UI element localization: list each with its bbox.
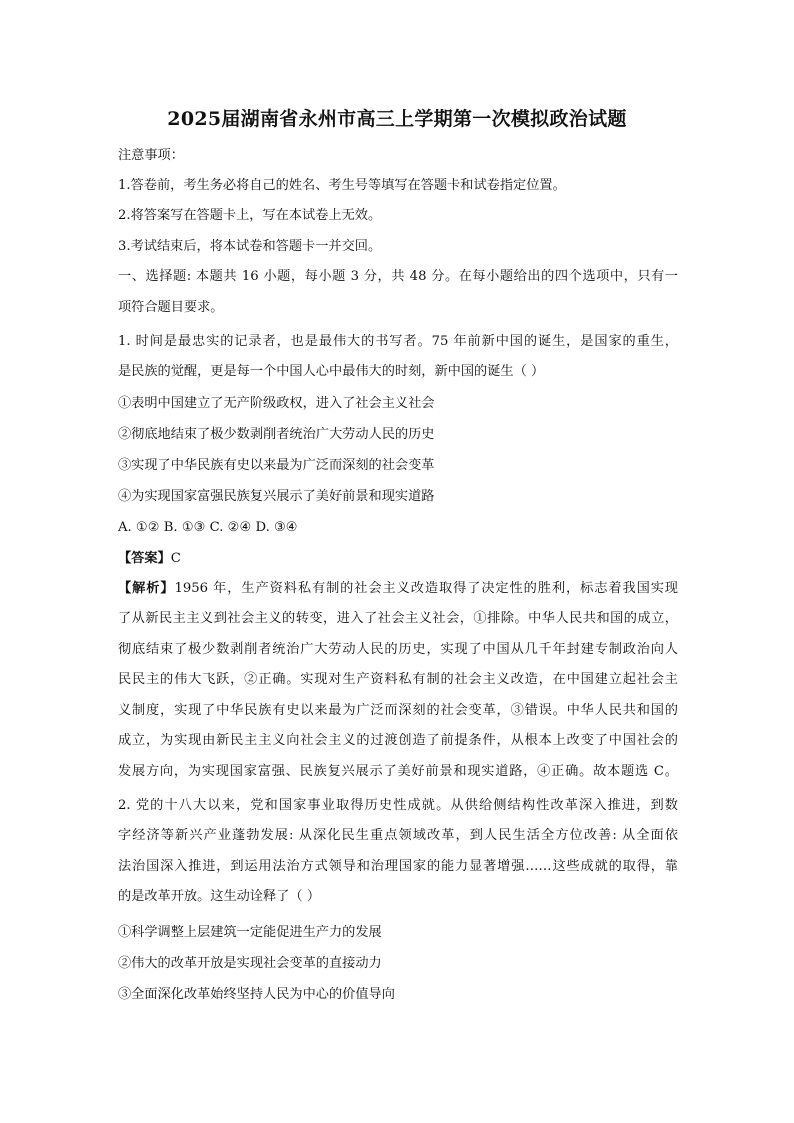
question-2-option-3: ③全面深化改革始终坚持人民为中心的价值导向 xyxy=(118,987,395,1002)
analysis-text: 1956 年，生产资料私有制的社会主义改造取得了决定性的胜利，标志着我国实现 xyxy=(174,581,678,596)
question-1-stem-line-1: 1. 时间是最忠实的记录者，也是最伟大的书写者。75 年前新中国的诞生，是国家的重生， xyxy=(118,334,678,349)
analysis-line-7: 发展方向，为实现国家富强、民族复兴展示了美好前景和现实道路，④正确。故本题选 C。 xyxy=(118,764,678,779)
analysis-line-1 xyxy=(118,579,678,599)
question-1-option-2: ②彻底地结束了极少数剥削者统治广大劳动人民的历史 xyxy=(118,427,435,442)
question-2-option-1: ①科学调整上层建筑一定能促进生产力的发展 xyxy=(118,925,382,940)
answer-value: C xyxy=(170,551,181,566)
analysis-line-2: 了从新民主主义到社会主义的转变，进入了社会主义社会，①排除。中华人民共和国的成立， xyxy=(118,611,678,626)
analysis-line-4: 民民主的伟大飞跃，②正确。实现对生产资料私有制的社会主义改造，在中国建立起社会主 xyxy=(118,672,678,687)
question-2-option-2: ②伟大的改革开放是实现社会变革的直接动力 xyxy=(118,956,382,971)
question-1-answer xyxy=(118,549,678,569)
question-1-choices: A. ①② B. ①③ C. ②④ D. ③④ xyxy=(118,520,298,535)
exam-title: 2025届湖南省永州市高三上学期第一次模拟政治试题 xyxy=(167,108,627,130)
notice-item-3: 3.考试结束后，将本试卷和答题卡一并交回。 xyxy=(118,239,382,254)
analysis-line-6: 成立，为实现由新民主主义向社会主义的过渡创造了前提条件，从根本上改变了中国社会的 xyxy=(118,733,678,748)
question-1-stem-line-2: 是民族的觉醒，更是每一个中国人心中最伟大的时刻，新中国的诞生（ ） xyxy=(118,364,545,379)
question-2-stem-line-3: 法治国深入推进，到运用法治方式领导和治理国家的能力显著增强……这些成就的取得，靠 xyxy=(118,859,678,874)
section-instructions-line-2: 项符合题目要求。 xyxy=(118,300,224,315)
question-1-option-1: ①表明中国建立了无产阶级政权，进入了社会主义社会 xyxy=(118,396,435,411)
analysis-label: 【解析】 xyxy=(118,581,175,596)
question-2-stem-line-1: 2. 党的十八大以来，党和国家事业取得历史性成就。从供给侧结构性改革深入推进，到数 xyxy=(118,798,678,813)
analysis-line-3: 彻底结束了极少数剥削者统治广大劳动人民的历史，实现了中国从几千年封建专制政治向人 xyxy=(118,642,678,657)
notice-heading: 注意事项： xyxy=(118,148,184,163)
analysis-line-5: 义制度，实现了中华民族有史以来最为广泛而深刻的社会变革，③错误。中华人民共和国的 xyxy=(118,703,678,718)
notice-item-1: 1.答卷前，考生务必将自己的姓名、考生号等填写在答题卡和试卷指定位置。 xyxy=(118,178,566,193)
notice-item-2: 2.将答案写在答题卡上，写在本试卷上无效。 xyxy=(118,208,382,223)
question-2-stem-line-2: 字经济等新兴产业蓬勃发展: 从深化民生重点领域改革，到人民生活全方位改善: 从全面依 xyxy=(118,828,678,843)
question-2-stem-line-4: 的是改革开放。这生动诠释了（ ） xyxy=(118,889,321,904)
section-instructions-line-1: 一、选择题: 本题共 16 小题，每小题 3 分，共 48 分。在每小题给出的四个选项中，只有一 xyxy=(118,269,678,284)
answer-label: 【答案】 xyxy=(118,551,171,566)
question-1-option-4: ④为实现国家富强民族复兴展示了美好前景和现实道路 xyxy=(118,489,435,504)
question-1-option-3: ③实现了中华民族有史以来最为广泛而深刻的社会变革 xyxy=(118,458,435,473)
